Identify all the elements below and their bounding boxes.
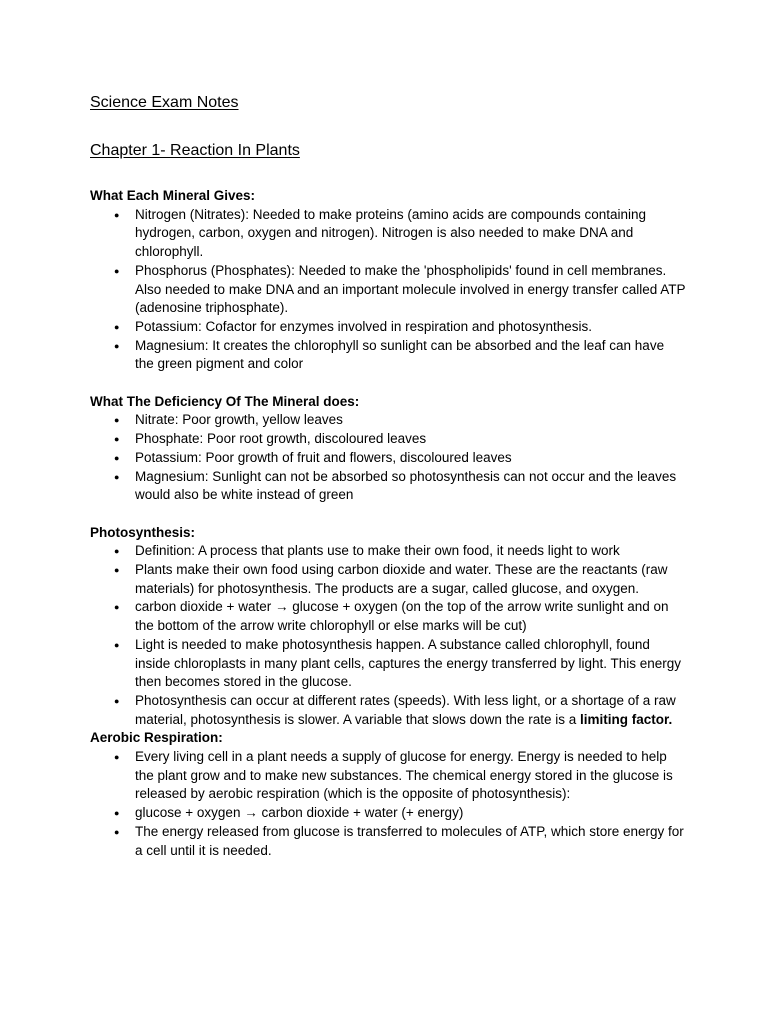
list-item: ● Nitrogen (Nitrates): Needed to make proteins (amino acids are compounds containing hydrogen, carbon, oxygen and nitrogen). Nitrogen is also needed to make DNA and chlorophyll.	[90, 206, 686, 262]
chapter-title: Chapter 1- Reaction In Plants	[90, 142, 300, 159]
section-heading-deficiency: What The Deficiency Of The Mineral does:	[90, 393, 360, 409]
list-item: ● Magnesium: It creates the chlorophyll so sunlight can be absorbed and the leaf can have the green pigment and color	[90, 337, 686, 374]
mineral-list	[90, 206, 686, 374]
list-item: ● Phosphorus (Phosphates): Needed to make the 'phospholipids' found in cell membranes. Also needed to make DNA and an important molecule involved in energy transfer called ATP (adenosine triphosphate).	[90, 262, 686, 318]
bullet-icon	[114, 430, 119, 449]
section-heading-minerals: What Each Mineral Gives:	[90, 188, 256, 203]
bullet-icon	[114, 636, 119, 655]
bullet-icon	[114, 468, 119, 487]
spacer	[90, 505, 686, 524]
respiration-list	[90, 748, 686, 860]
bullet-icon	[114, 262, 119, 281]
document-body	[90, 187, 686, 860]
bullet-icon	[114, 748, 119, 767]
bullet-icon	[114, 598, 119, 617]
bullet-icon	[114, 542, 119, 561]
list-item: ● Plants make their own food using carbon dioxide and water. These are the reactants (raw materials) for photosynthesis. The products are a sugar, called glucose, and oxygen.	[90, 561, 686, 598]
bullet-icon	[114, 337, 119, 356]
bullet-icon	[114, 804, 119, 823]
bullet-icon	[114, 318, 119, 337]
list-item: ● carbon dioxide + water → glucose + oxygen (on the top of the arrow write sunlight and on the bottom of the arrow write chlorophyll or else marks will be cut)	[90, 598, 686, 635]
section-heading-photosynthesis: Photosynthesis:	[90, 524, 196, 540]
list-item: ● Magnesium: Sunlight can not be absorbed so photosynthesis can not occur and the leaves would also be white instead of green	[90, 468, 686, 505]
bullet-icon	[114, 823, 119, 842]
list-item: ● Light is needed to make photosynthesis happen. A substance called chlorophyll, found inside chloroplasts in many plant cells, captures the energy transferred by light. This energy then becomes stored in the glucose.	[90, 636, 686, 692]
bullet-icon	[114, 411, 119, 430]
section-heading-aerobic-respiration: Aerobic Respiration:	[90, 730, 223, 746]
list-item: ● Potassium: Cofactor for enzymes involved in respiration and photosynthesis.	[90, 318, 686, 337]
list-item: ● Photosynthesis can occur at different rates (speeds). With less light, or a shortage of a raw material, photosynthesis is slower. A variable that slows down the rate is a limiting factor.	[90, 692, 686, 729]
list-item: ● Definition: A process that plants use to make their own food, it needs light to work	[90, 542, 686, 561]
list-item: ● Nitrate: Poor growth, yellow leaves	[90, 411, 686, 430]
limiting-factor-term: limiting factor.	[579, 711, 673, 727]
spacer	[90, 374, 686, 393]
bullet-icon	[114, 561, 119, 580]
bullet-icon	[114, 692, 119, 711]
list-item: ● glucose + oxygen → carbon dioxide + water (+ energy)	[90, 804, 686, 823]
deficiency-list	[90, 411, 686, 505]
list-item: ● The energy released from glucose is transferred to molecules of ATP, which store energy for a cell until it is needed.	[90, 823, 686, 860]
list-item: ● Phosphate: Poor root growth, discoloured leaves	[90, 430, 686, 449]
list-item: ● Every living cell in a plant needs a supply of glucose for energy. Energy is needed to help the plant grow and to make new substances. The chemical energy stored in the glucose is released by aerobic respiration (which is the opposite of photosynthesis):	[90, 748, 686, 804]
bullet-icon	[114, 206, 119, 225]
bullet-icon	[114, 449, 119, 468]
photosynthesis-list	[90, 542, 686, 729]
document-title: Science Exam Notes	[90, 94, 239, 111]
list-item: ● Potassium: Poor growth of fruit and flowers, discoloured leaves	[90, 449, 686, 468]
